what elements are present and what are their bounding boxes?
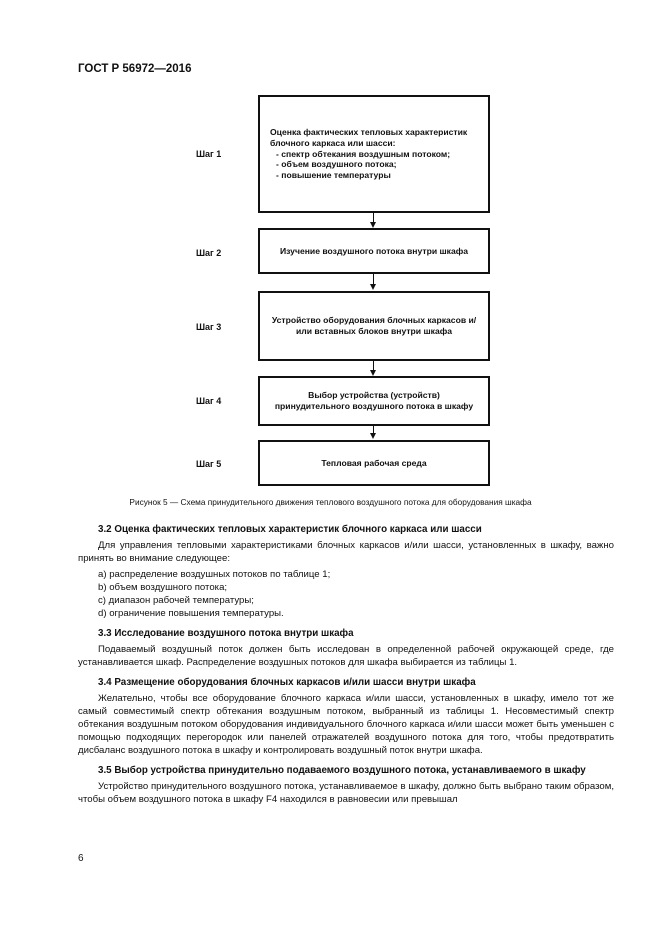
step-3-box xyxy=(258,291,490,361)
step-1-item: - повышение температуры xyxy=(276,170,478,181)
document-code: ГОСТ Р 56972—2016 xyxy=(78,63,192,75)
step-4-label: Шаг 4 xyxy=(196,396,222,406)
arrow-down-icon xyxy=(370,284,376,290)
step-3-label: Шаг 3 xyxy=(196,322,222,332)
paragraph: Подаваемый воздушный поток должен быть исследован в определенной рабочей окружающей среде, где устанавливается шкаф. Распределение воздушных потоков для шкафа выбирается из таблицы 1. xyxy=(78,644,614,668)
section-heading: 3.4 Размещение оборудования блочных каркасов и/или шасси внутри шкафа xyxy=(98,677,476,688)
section-3-3 xyxy=(78,627,614,669)
list-item: d) ограничение повышения температуры. xyxy=(98,608,284,619)
section-heading: 3.5 Выбор устройства принудительно подаваемого воздушного потока, устанавливаемого в шкафу xyxy=(98,765,586,776)
list-item: c) диапазон рабочей температуры; xyxy=(98,595,254,606)
paragraph: Устройство принудительного воздушного потока, устанавливаемое в шкафу, должно быть выбрано таким образом, чтобы объем воздушного потока в шкафу F4 находился в равновесии или превышал xyxy=(78,781,614,805)
step-5-label: Шаг 5 xyxy=(196,459,222,469)
step-1-item: - объем воздушного потока; xyxy=(276,159,478,170)
step-2-label: Шаг 2 xyxy=(196,248,222,258)
page-number: 6 xyxy=(78,853,84,864)
section-heading: 3.3 Исследование воздушного потока внутри шкафа xyxy=(98,628,354,639)
step-1-label: Шаг 1 xyxy=(196,149,222,159)
section-heading: 3.2 Оценка фактических тепловых характеристик блочного каркаса или шасси xyxy=(98,524,482,535)
document-body xyxy=(78,523,614,813)
step-1-box xyxy=(258,95,490,213)
figure-caption: Рисунок 5 — Схема принудительного движения теплового воздушного потока для оборудования шкафа xyxy=(129,497,532,507)
step-2-text: Изучение воздушного потока внутри шкафа xyxy=(279,245,469,256)
step-3-text: Устройство оборудования блочных каркасов и/или вставных блоков внутри шкафа xyxy=(271,315,477,336)
list xyxy=(78,568,614,620)
step-5-text: Тепловая рабочая среда xyxy=(321,457,427,468)
step-1-title: Оценка фактических тепловых характеристик блочного каркаса или шасси: xyxy=(270,127,468,148)
step-5-box xyxy=(258,440,490,486)
step-4-box xyxy=(258,376,490,426)
arrow-down-icon xyxy=(370,433,376,439)
step-1-item: - спектр обтекания воздушным потоком; xyxy=(276,149,478,160)
section-3-2 xyxy=(78,523,614,620)
section-3-4 xyxy=(78,676,614,757)
list-item: b) объем воздушного потока; xyxy=(98,582,228,593)
step-4-text: Выбор устройства (устройств) принудительного воздушного потока в шкафу xyxy=(274,390,474,411)
section-3-5 xyxy=(78,764,614,806)
list-item: a) распределение воздушных потоков по таблице 1; xyxy=(98,569,331,580)
paragraph: Желательно, чтобы все оборудование блочного каркаса и/или шасси, установленных в шкафу, имело тот же самый совместимый спектр обтекания воздушным потоком, выбранный из таблицы 1. Несовместимый спектр обтекания воздушным потоком оборудования индивидуального блочного каркаса и/или шасси может быть уменьшен с помощью подходящих перегородок или панелей отражателей воздушного потока для того, чтобы предотвратить дисбаланс воздушного потока в шкафу и контролировать воздушный поток внутри шкафа. xyxy=(78,693,614,756)
step-2-box xyxy=(258,228,490,274)
paragraph: Для управления тепловыми характеристиками блочных каркасов и/или шасси, установленных в шкафу, важно принять во внимание следующее: xyxy=(78,540,614,564)
